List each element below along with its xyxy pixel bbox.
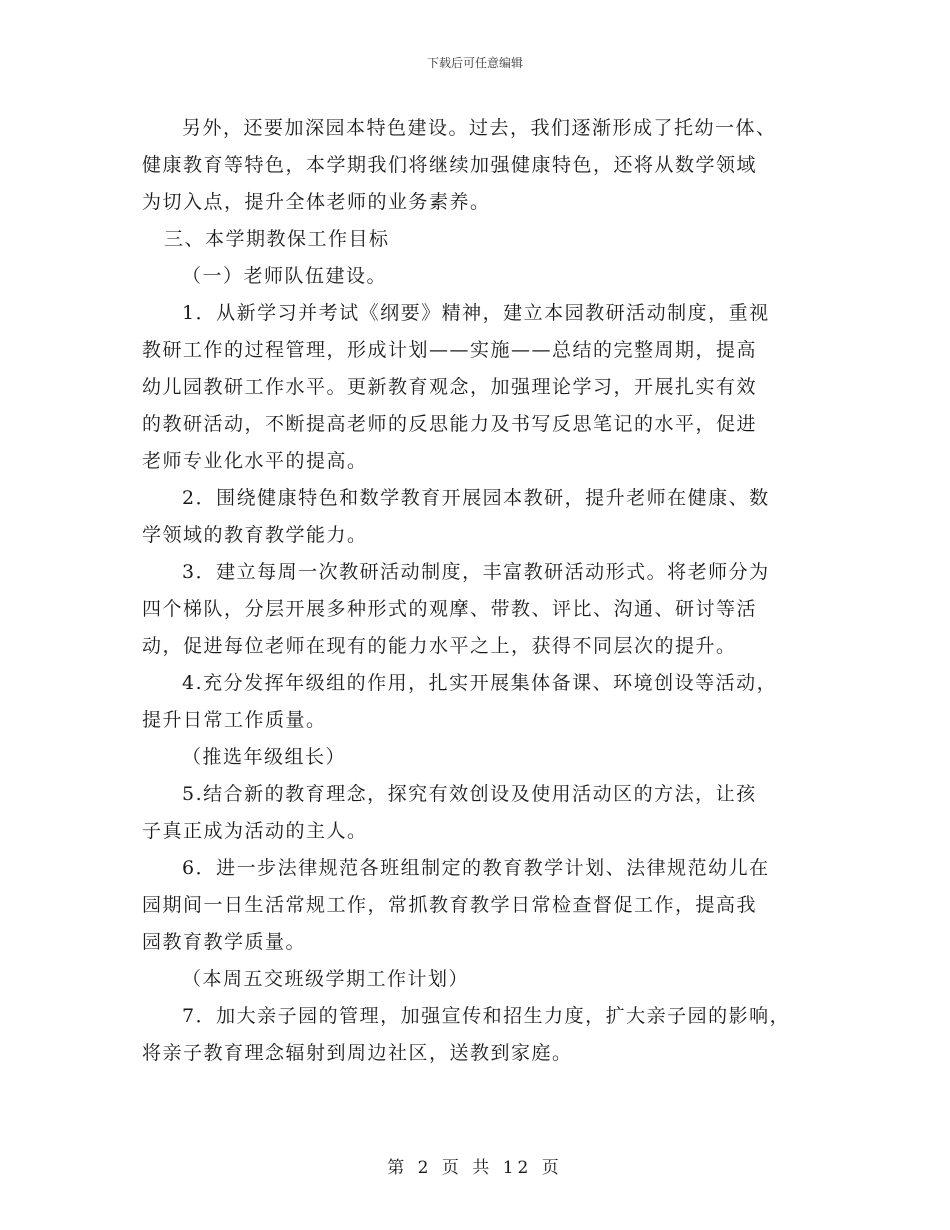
text-line: 5.结合新的教育理念，探究有效创设及使用活动区的方法，让孩: [182, 783, 757, 805]
text-line: 学领域的教育教学能力。: [142, 524, 368, 546]
text-line: 动，促进每位老师在现有的能力水平之上，获得不同层次的提升。: [142, 635, 737, 657]
text-line: 健康教育等特色，本学期我们将继续加强健康特色，还将从数学领域: [142, 154, 758, 176]
text-line: 1．从新学习并考试《纲要》精神，建立本园教研活动制度，重视: [182, 302, 770, 324]
text-line: （一）老师队伍建设。: [182, 265, 388, 287]
text-line: 2．围绕健康特色和数学教育开展园本教研，提升老师在健康、数: [182, 487, 770, 509]
text-line: （本周五交班级学期工作计划）: [182, 968, 470, 990]
text-line: 幼儿园教研工作水平。更新教育观念，加强理论学习，开展扎实有效: [142, 376, 758, 398]
text-line: 提升日常工作质量。: [142, 709, 327, 731]
text-line: 的教研活动，不断提高老师的反思能力及书写反思笔记的水平，促进: [142, 413, 758, 435]
text-line: 7．加大亲子园的管理，加强宣传和招生力度，扩大亲子园的影响，: [182, 1005, 791, 1027]
text-line: 另外，还要加深园本特色建设。过去，我们逐渐形成了托幼一体、: [182, 117, 777, 139]
text-line: 为切入点，提升全体老师的业务素养。: [142, 191, 491, 213]
text-line: 子真正成为活动的主人。: [142, 820, 368, 842]
text-line: 园教育教学质量。: [142, 931, 307, 953]
text-line: 将亲子教育理念辐射到周边社区，送教到家庭。: [142, 1042, 573, 1064]
text-line: 教研工作的过程管理，形成计划——实施——总结的完整周期，提高: [142, 339, 758, 361]
text-line: 四个梯队，分层开展多种形式的观摩、带教、评比、沟通、研讨等活: [142, 598, 758, 620]
text-line: 老师专业化水平的提高。: [142, 450, 368, 472]
text-line: 三、本学期教保工作目标: [164, 228, 390, 250]
document-body: [142, 110, 812, 1072]
text-line: 4.充分发挥年级组的作用，扎实开展集体备课、环境创设等活动，: [182, 672, 778, 694]
text-line: 6．进一步法律规范各班组制定的教育教学计划、法律规范幼儿在: [182, 857, 770, 879]
text-line: 3．建立每周一次教研活动制度，丰富教研活动形式。将老师分为: [182, 561, 770, 583]
page-header: 下载后可任意编辑: [426, 56, 523, 70]
text-line: 园期间一日生活常规工作，常抓教育教学日常检查督促工作，提高我: [142, 894, 758, 916]
page-footer: 第 2 页 共 12 页: [387, 1158, 563, 1178]
text-line: （推选年级组长）: [182, 746, 347, 768]
